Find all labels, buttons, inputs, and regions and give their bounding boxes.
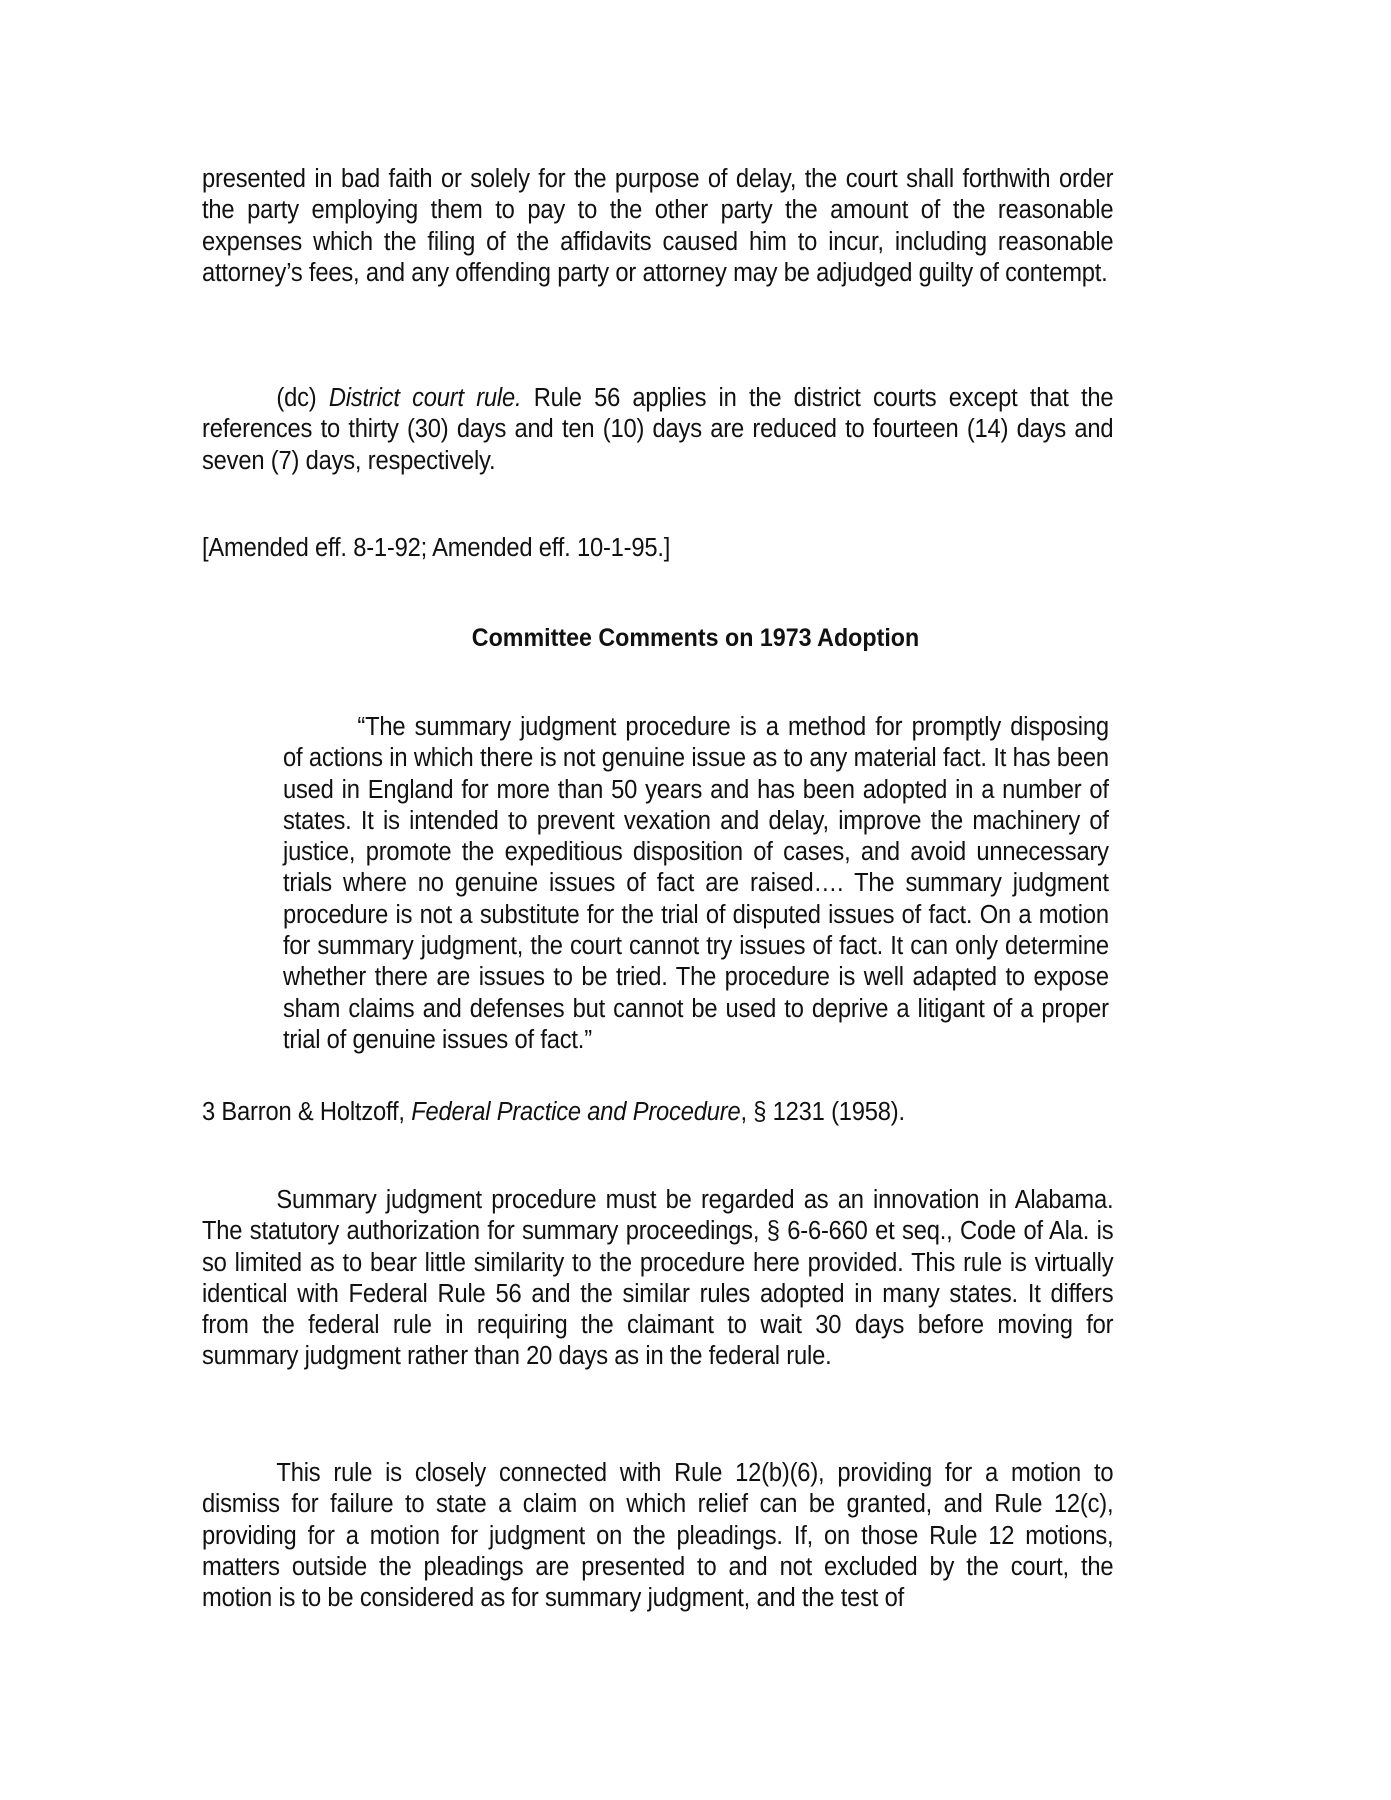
- citation: [202, 1097, 1113, 1128]
- dc-body: Rule 56 applies in the district courts except that the references to thirty (30) days and ten (10) days are reduced to fourteen (14) days and seven (7) days, respectively.: [202, 384, 1114, 475]
- paragraph-text: This rule is closely connected with Rule 12(b)(6), providing for a motion to dismiss for failure to state a claim on which relief can be granted, and Rule 12(c), providing for a motion for judgment on the pleadings. If, on those Rule 12 motions, matters outside the pleadings are presented to and not excluded by the court, the motion is to be considered as for summary judgment, and the test of: [202, 1459, 1114, 1613]
- citation-prefix: 3 Barron & Holtzoff,: [202, 1098, 412, 1126]
- section-heading: Committee Comments on 1973 Adoption: [471, 624, 920, 652]
- paragraph-affidavit-sanctions: [202, 164, 1113, 289]
- paragraph-text: Summary judgment procedure must be regarded as an innovation in Alabama. The statutory authorization for summary proceedings, § 6-6-660 et seq., Code of Ala. is so limited as to bear little similarity to the procedure here provided. This rule is virtually identical with Federal Rule 56 and the similar rules adopted in many states. It differs from the federal rule in requiring the claimant to wait 30 days before moving for summary judgment rather than 20 days as in the federal rule.: [202, 1186, 1114, 1371]
- citation-suffix: , § 1231 (1958).: [740, 1098, 905, 1126]
- citation-italic-title: Federal Practice and Procedure: [411, 1098, 741, 1126]
- paragraph-innovation: [202, 1185, 1113, 1373]
- paragraph-district-court-rule: [202, 383, 1113, 477]
- dc-italic-title: District court rule.: [328, 384, 522, 412]
- amendment-note-text: [Amended eff. 8-1-92; Amended eff. 10-1-95.]: [202, 534, 671, 562]
- amendment-note: [202, 533, 1113, 564]
- dc-label: (dc): [276, 384, 329, 412]
- paragraph-text: presented in bad faith or solely for the purpose of delay, the court shall forthwith order the party employing them to pay to the other party the amount of the reasonable expenses which the filing of the affidavits caused him to incur, including reasonable attorney’s fees, and any offending party or attorney may be adjudged guilty of contempt.: [202, 165, 1114, 287]
- paragraph-rule-12: [202, 1458, 1113, 1614]
- block-quote: [283, 712, 1109, 1056]
- quote-text: “The summary judgment procedure is a method for promptly disposing of actions in which there is not genuine issue as to any material fact. It has been used in England for more than 50 years and has been adopted in a number of states. It is intended to prevent vexation and delay, improve the machinery of justice, promote the expeditious disposition of cases, and avoid unnecessary trials where no genuine issues of fact are raised…. The summary judgment procedure is not a substitute for the trial of disputed issues of fact. On a motion for summary judgment, the court cannot try issues of fact. It can only determine whether there are issues to be tried. The procedure is well adapted to expose sham claims and defenses but cannot be used to deprive a litigant of a proper trial of genuine issues of fact.”: [283, 713, 1109, 1054]
